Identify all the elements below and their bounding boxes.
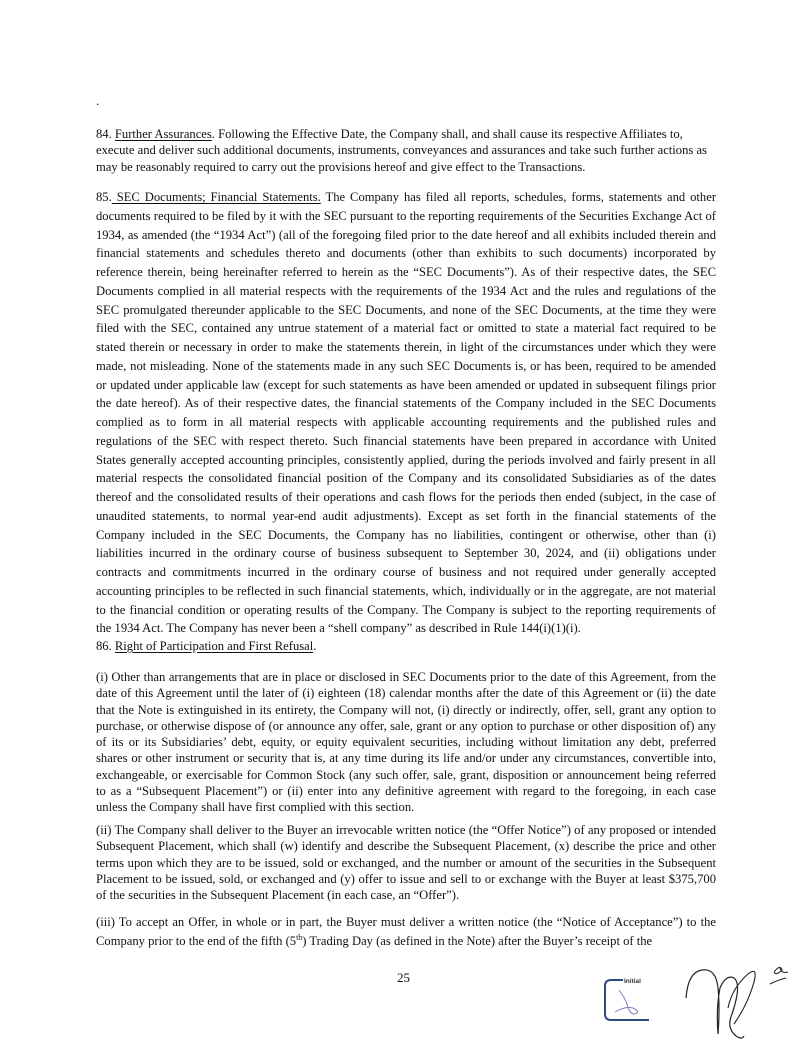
section-86-subsection-ii: (ii) The Company shall deliver to the Buyer an irrevocable written notice (the “Offer Notice”) of any proposed or intended Subsequent Placement, which shall (w) identify and describe the Subsequent Placement, (x) describe the price and other terms upon which they are to be issued, sold or exchanged, and the number or amount of the securities in the Subsequent Placement to be issued, sold, or exchanged and (y) offer to issue and sell to or exchange with the Buyer at least $375,700 of the securities in the Subsequent Placement (in each case, an “Offer”).: [96, 823, 716, 903]
section-86-heading-line: [96, 638, 716, 654]
subsection-iii-text-b: ) Trading Day (as defined in the Note) after the Buyer’s receipt of the: [302, 934, 653, 949]
handwritten-signature-icon: [676, 958, 806, 1044]
section-85-heading: SEC Documents; Financial Statements.: [111, 190, 321, 204]
section-84-heading-punct: .: [211, 127, 215, 141]
initial-label: Initial: [624, 978, 641, 985]
section-85-body: The Company has filed all reports, schedules, forms, statements and other documents required to be filed by it with the SEC pursuant to the reporting requirements of the Securities Exchange Act of 1934, as amended (the “1934 Act”) (all of the foregoing filed prior to the date hereof and all exhibits included therein and financial statements and schedules thereto and documents (other than exhibits to such documents) incorporated by reference therein, being hereinafter referred to herein as the “SEC Documents”). As of their respective dates, the SEC Documents complied in all material respects with the requirements of the 1934 Act and the rules and regulations of the SEC promulgated thereunder applicable to the SEC Documents, and none of the SEC Documents, at the time they were filed with the SEC, contained any untrue statement of a material fact or omitted to state a material fact required to be stated therein or necessary in order to make the statements therein, in light of the circumstances under which they were made, not misleading. None of the statements made in any such SEC Documents is, or has been, required to be amended or updated under applicable law (except for such statements as have been amended or updated in subsequent filings prior the date hereof). As of their respective dates, the financial statements of the Company included in the SEC Documents complied as to form in all material respects with applicable accounting requirements and the published rules and regulations of the SEC with respect thereto. Such financial statements have been prepared in accordance with United States generally accepted accounting principles, consistently applied, during the periods involved and fairly present in all material respects the consolidated financial position of the Company and its consolidated Subsidiaries as of the dates thereof and the consolidated results of their operations and cash flows for the periods then ended (subject, in the case of unaudited statements, to normal year-end audit adjustments). Except as set forth in the financial statements of the Company included in the SEC Documents, the Company has no liabilities, contingent or otherwise, other than (i) liabilities incurred in the ordinary course of business subsequent to September 30, 2024, and (ii) obligations under contracts and commitments incurred in the ordinary course of business and not required under generally accepted accounting principles to be reflected in such financial statements, which, individually or in the aggregate, are not material to the financial condition or operating results of the Company. The Company is subject to the reporting requirements of the 1934 Act. The Company has never been a “shell company” as described in Rule 144(i)(1)(i).: [96, 190, 717, 636]
section-86-heading-punct: .: [313, 639, 317, 653]
section-84: [96, 126, 716, 175]
subsection-iii-superscript: th: [296, 933, 303, 943]
section-86-number: 86.: [96, 639, 112, 653]
section-84-body: Following the Effective Date, the Company shall, and shall cause its respective Affiliates to, execute and deliver such additional documents, instruments, conveyances and assurances and take such further actions as may be reasonably required to carry out the provisions hereof and give effect to the Transactions.: [96, 127, 707, 174]
subsection-iii-text-a: (iii) To accept an Offer, in whole or in part, the Buyer must deliver a written notice (the “Notice of Acceptance”) to the Company prior to the end of the fifth (5: [96, 915, 716, 949]
section-85-number: 85.: [96, 190, 112, 204]
section-86-subsection-iii: [96, 914, 716, 950]
section-84-heading: Further Assurances: [114, 127, 212, 141]
section-84-number: 84.: [96, 127, 112, 141]
section-86-heading: Right of Participation and First Refusal: [114, 639, 314, 653]
section-85: [96, 188, 716, 638]
stray-mark: .: [96, 93, 100, 108]
page-number: 25: [397, 970, 410, 985]
section-86-subsection-i: (i) Other than arrangements that are in place or disclosed in SEC Documents prior to the date of this Agreement, from the date of this Agreement until the later of (i) eighteen (18) calendar months after the date of this Agreement or (ii) the date that the Note is extinguished in its entirety, the Company will not, (i) directly or indirectly, offer, sell, grant any option to purchase, or otherwise dispose of (or announce any offer, sale, grant or any option to purchase or other disposition of) any of its or its Subsidiaries’ debt, equity, or equity equivalent securities, including without limitation any debt, preferred shares or other instrument or security that is, at any time during its life and/or under any circumstances, convertible into, exchangeable, or exercisable for Common Stock (any such offer, sale, grant, disposition or announcement being referred to as a “Subsequent Placement”) or (ii) enter into any definitive agreement with regard to the foregoing, in each case unless the Company shall have first complied with this section.: [96, 670, 716, 815]
